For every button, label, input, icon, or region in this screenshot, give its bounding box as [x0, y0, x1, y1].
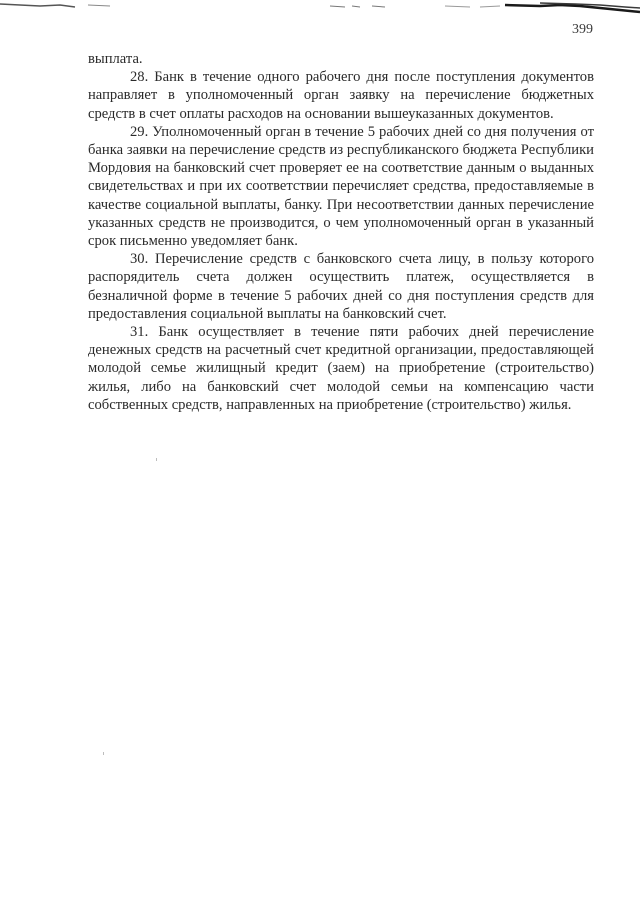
paragraph-28: 28. Банк в течение одного рабочего дня после поступления документов направляет в уполномоченный орган заявку на перечисление бюджетных средств в счет оплаты расходов на основании вышеуказанных документов.: [88, 69, 594, 122]
page-number: 399: [572, 22, 593, 37]
scan-speck: [103, 752, 104, 755]
paragraph-30: 30. Перечисление средств с банковского счета лицу, в пользу которого распорядитель счета должен осуществить платеж, осуществляется в безналичной форме в течение 5 рабочих дней со дня поступления средств для предоставления социальной выплаты на банковский счет.: [88, 251, 594, 322]
document-body: [88, 50, 594, 414]
paragraph-29: 29. Уполномоченный орган в течение 5 рабочих дней со дня получения от банка заявки на перечисление средств из республиканского бюджета Республики Мордовия на банковский счет проверяет ее на соответствие данным о выданных свидетельствах и при их соответствии перечисляет средства, предоставляемые в качестве социальной выплаты, банку. При несоответствии данных перечисление указанных средств не производится, о чем уполномоченный орган в указанный срок письменно уведомляет банк.: [88, 123, 594, 250]
scan-edge-artifact: [0, 0, 640, 16]
scan-speck: [156, 458, 157, 461]
paragraph-31: 31. Банк осуществляет в течение пяти рабочих дней перечисление денежных средств на расчетный счет кредитной организации, предоставляющей молодой семье жилищный кредит (заем) на приобретение (строительство) жилья, либо на банковский счет молодой семьи на компенсацию части собственных средств, направленных на приобретение (строительство) жилья.: [88, 324, 594, 413]
paragraph-continuation: выплата.: [88, 51, 143, 67]
